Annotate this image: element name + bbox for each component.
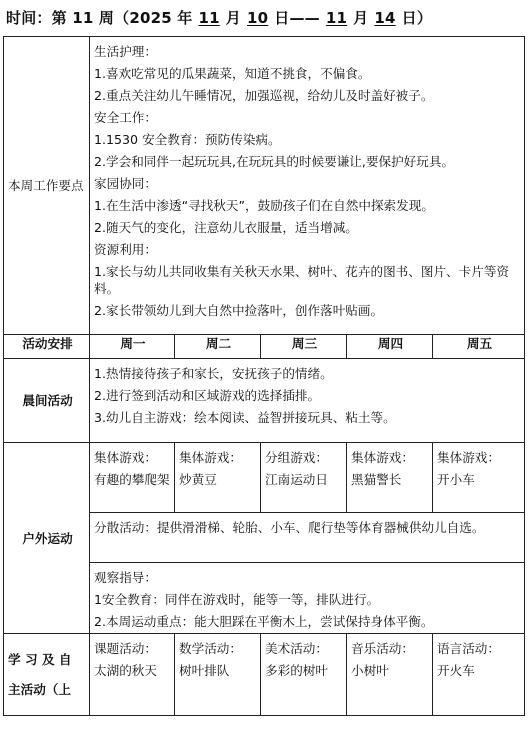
learning-tuesday bbox=[175, 634, 261, 716]
focus-line: 2.家长带领幼儿到大自然中捡落叶，创作落叶贴画。 bbox=[94, 303, 384, 318]
morning-line: 3.幼儿自主游戏：绘本阅读、益智拼接玩具、粘土等。 bbox=[94, 410, 396, 425]
learning-name: 开火车 bbox=[437, 663, 475, 678]
focus-line: 1.在生活中渗透“寻找秋天”，鼓励孩子们在自然中探索发现。 bbox=[94, 198, 434, 213]
start-month: 11 bbox=[198, 9, 220, 27]
day-header-wednesday: 周三 bbox=[261, 335, 347, 359]
game-name: 炒黄豆 bbox=[179, 472, 217, 487]
learning-name: 小树叶 bbox=[351, 663, 389, 678]
page-title bbox=[6, 7, 432, 28]
game-name: 有趣的攀爬架 bbox=[94, 472, 170, 487]
title-month-unit-2: 月 bbox=[353, 9, 369, 27]
game-type: 分组游戏： bbox=[265, 450, 328, 465]
focus-line: 安全工作： bbox=[94, 110, 157, 125]
schedule-header-row bbox=[4, 335, 525, 359]
learning-type: 美术活动： bbox=[265, 641, 328, 656]
learning-friday bbox=[433, 634, 525, 716]
learning-monday bbox=[90, 634, 175, 716]
weekly-focus-row bbox=[4, 37, 525, 335]
outdoor-game-friday bbox=[433, 443, 525, 513]
focus-line: 2.学会和同伴一起玩玩具,在玩玩具的时候要谦让,要保护好玩具。 bbox=[94, 154, 455, 169]
focus-line: 家园协同： bbox=[94, 176, 157, 191]
game-type: 集体游戏： bbox=[351, 450, 414, 465]
observe-line: 1安全教育：同伴在游戏时，能等一等，排队进行。 bbox=[94, 592, 380, 607]
title-prefix: 时间：第 11 周（2025 年 bbox=[6, 9, 193, 27]
focus-line: 1.喜欢吃常见的瓜果蔬菜，知道不挑食，不偏食。 bbox=[94, 66, 371, 81]
learning-type: 数学活动： bbox=[179, 641, 242, 656]
learning-thursday bbox=[347, 634, 433, 716]
weekly-focus-content bbox=[90, 37, 525, 335]
outdoor-label: 户外运动 bbox=[4, 443, 90, 634]
morning-line: 2.进行签到活动和区域游戏的选择插排。 bbox=[94, 388, 321, 403]
focus-line: 资源利用： bbox=[94, 242, 157, 257]
game-type: 集体游戏： bbox=[94, 450, 157, 465]
observe-line: 观察指导： bbox=[94, 570, 157, 585]
day-header-friday: 周五 bbox=[433, 335, 525, 359]
end-month: 11 bbox=[325, 9, 348, 27]
free-activity-text: 分散活动：提供滑滑梯、轮胎、小车、爬行垫等体育器械供幼儿自选。 bbox=[94, 520, 485, 535]
focus-line: 生活护理： bbox=[94, 44, 157, 59]
day-header-thursday: 周四 bbox=[347, 335, 433, 359]
focus-line: 1.家长与幼儿共同收集有关秋天水果、树叶、花卉的图书、图片、卡片等资料。 bbox=[94, 264, 510, 296]
learning-row bbox=[4, 634, 525, 716]
weekly-focus-label: 本周工作要点 bbox=[4, 37, 90, 335]
morning-row bbox=[4, 359, 525, 443]
outdoor-game-wednesday bbox=[261, 443, 347, 513]
focus-line: 2.重点关注幼儿午睡情况，加强巡视，给幼儿及时盖好被子。 bbox=[94, 88, 434, 103]
learning-name: 太湖的秋天 bbox=[94, 663, 157, 678]
game-type: 集体游戏： bbox=[437, 450, 500, 465]
learning-type: 课题活动： bbox=[94, 641, 157, 656]
outdoor-game-tuesday bbox=[175, 443, 261, 513]
title-day-unit-1: 日—— bbox=[274, 9, 320, 27]
morning-label: 晨间活动 bbox=[4, 359, 90, 443]
learning-wednesday bbox=[261, 634, 347, 716]
learning-name: 多彩的树叶 bbox=[265, 663, 328, 678]
outdoor-games-row bbox=[4, 443, 525, 513]
morning-line: 1.热情接待孩子和家长，安抚孩子的情绪。 bbox=[94, 366, 333, 381]
weekly-plan-table bbox=[3, 36, 525, 716]
outdoor-game-monday bbox=[90, 443, 175, 513]
learning-type: 语言活动： bbox=[437, 641, 500, 656]
day-header-monday: 周一 bbox=[90, 335, 175, 359]
game-name: 黑猫警长 bbox=[351, 472, 402, 487]
day-header-tuesday: 周二 bbox=[175, 335, 261, 359]
game-name: 江南运动日 bbox=[265, 472, 328, 487]
learning-name: 树叶排队 bbox=[179, 663, 230, 678]
end-day: 14 bbox=[374, 9, 396, 27]
outdoor-game-thursday bbox=[347, 443, 433, 513]
schedule-header-label: 活动安排 bbox=[4, 335, 90, 359]
morning-content bbox=[90, 359, 525, 443]
outdoor-free-activity bbox=[90, 513, 525, 563]
learning-type: 音乐活动： bbox=[351, 641, 414, 656]
focus-line: 2.随天气的变化，注意幼儿衣服量，适当增减。 bbox=[94, 220, 358, 235]
title-month-unit-1: 月 bbox=[225, 9, 241, 27]
game-type: 集体游戏： bbox=[179, 450, 242, 465]
start-day: 10 bbox=[246, 9, 269, 27]
observe-line: 2.本周运动重点：能大胆踩在平衡木上，尝试保持身体平衡。 bbox=[94, 614, 434, 629]
focus-line: 1.1530 安全教育：预防传染病。 bbox=[94, 132, 281, 147]
title-day-unit-2: 日） bbox=[401, 9, 433, 27]
outdoor-observation bbox=[90, 563, 525, 634]
learning-label: 学 习 及 自 主活动（上 bbox=[4, 634, 90, 716]
game-name: 开小车 bbox=[437, 472, 475, 487]
